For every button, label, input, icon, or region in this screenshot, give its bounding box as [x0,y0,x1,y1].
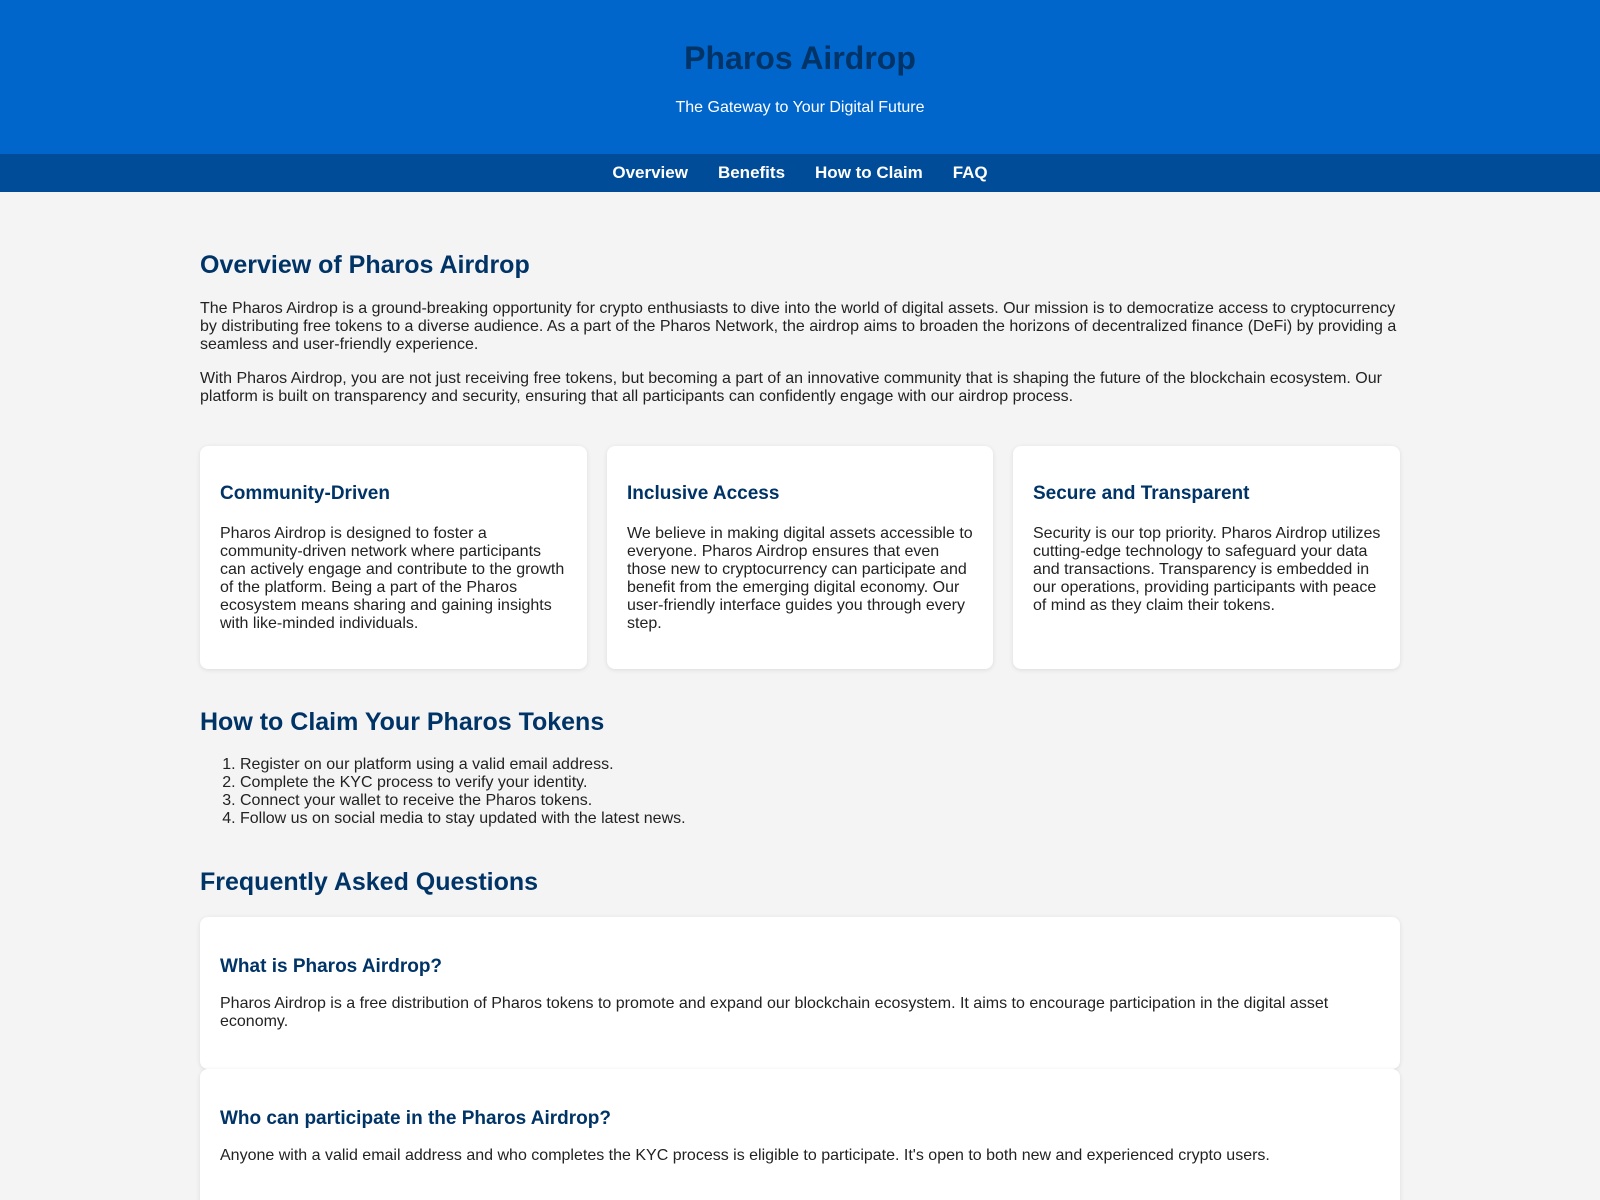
claim-steps-list [240,756,686,828]
overview-heading: Overview of Pharos Airdrop [200,251,530,279]
claim-step: 1. Register on our platform using a valid email address. [240,756,686,774]
faq-answer: Anyone with a valid email address and who completes the KYC process is eligible to participate. It's open to both new and experienced crypto users. [220,1147,1270,1164]
faq-item [200,1069,1400,1200]
site-tagline: The Gateway to Your Digital Future [675,99,925,116]
benefit-card-title: Community-Driven [220,483,390,504]
benefit-card-text: We believe in making digital assets accessible to everyone. Pharos Airdrop ensures that even those new to cryptocurrency can participate and benefit from the emerging digital economy. Our user-friendly interface guides you through every step. [627,525,973,632]
benefit-card-title: Secure and Transparent [1033,483,1250,504]
claim-step: 3. Connect your wallet to receive the Pharos tokens. [240,792,686,810]
claim-step: 2. Complete the KYC process to verify your identity. [240,774,686,792]
nav-link-faq[interactable]: FAQ [952,163,988,182]
faq-heading: Frequently Asked Questions [200,868,539,896]
main-nav [0,154,1600,192]
faq-question: What is Pharos Airdrop? [220,956,443,977]
faq-answer: Pharos Airdrop is a free distribution of Pharos tokens to promote and expand our blockchain ecosystem. It aims to encourage participation in the digital asset economy. [220,995,1329,1030]
benefit-card-text: Security is our top priority. Pharos Airdrop utilizes cutting-edge technology to safeguard your data and transactions. Transparency is embedded in our operations, providing participants with peace of mind as they claim their tokens. [1033,525,1381,614]
claim-heading: How to Claim Your Pharos Tokens [200,708,605,736]
nav-link-how-to-claim[interactable]: How to Claim [815,163,923,182]
nav-link-benefits[interactable]: Benefits [717,163,786,182]
site-title: Pharos Airdrop [684,40,916,76]
faq-item [200,917,1400,1069]
overview-paragraph-2: With Pharos Airdrop, you are not just receiving free tokens, but becoming a part of an innovative community that is shaping the future of the blockchain ecosystem. Our platform is built on transparency and security, ensuring that all participants can confidently engage with our airdrop process. [200,370,1382,405]
benefit-card-secure [1013,446,1400,669]
overview-paragraph-1: The Pharos Airdrop is a ground-breaking opportunity for crypto enthusiasts to dive into the world of digital assets. Our mission is to democratize access to cryptocurrency by distributing free tokens to a diverse audience. As a part of the Pharos Network, the airdrop aims to broaden the horizons of decentralized finance (DeFi) by providing a seamless and user-friendly experience. [200,300,1397,353]
nav-link-overview[interactable]: Overview [612,163,688,182]
benefit-card-community [200,446,587,669]
benefit-card-title: Inclusive Access [627,483,780,504]
claim-step: 4. Follow us on social media to stay updated with the latest news. [240,810,686,828]
site-header [0,0,1600,154]
benefit-card-text: Pharos Airdrop is designed to foster a community-driven network where participants can actively engage and contribute to the growth of the platform. Being a part of the Pharos ecosystem means sharing and gaining insights with like-minded individuals. [220,525,565,632]
faq-question: Who can participate in the Pharos Airdrop? [220,1108,611,1129]
benefit-card-inclusive [607,446,993,669]
